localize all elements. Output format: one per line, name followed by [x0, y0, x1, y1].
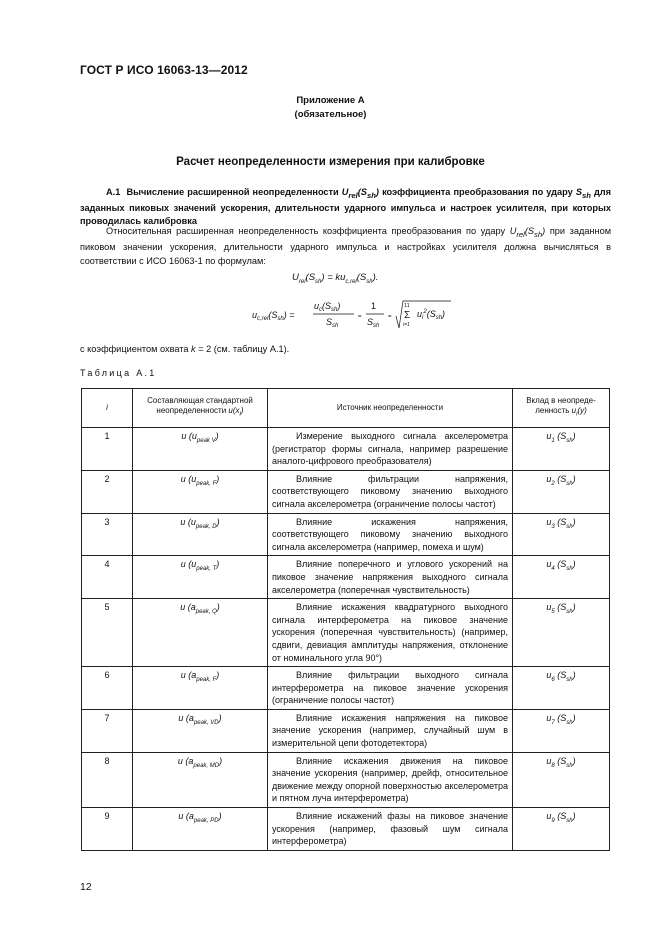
uncertainty-table	[81, 388, 610, 851]
row-index: 7	[82, 709, 133, 752]
row-source: Влияние поперечного и углового ускорений на пиковое значение напряжения выходного сигнала акселерометра (поперечная чувствительность)	[268, 556, 513, 599]
clause-text-1: Вычисление расширенной неопределенности	[126, 187, 339, 197]
row-contribution: $u_6$ $(S_{sh})$	[513, 667, 610, 710]
clause-number: А.1	[106, 187, 121, 197]
annex-subtitle: (обязательное)	[294, 109, 367, 120]
f1-lhs-arg: (S	[305, 272, 316, 283]
body-paragraph	[80, 225, 611, 268]
body-text-2: при заданном пиковом значении ускорения, длительности ударного импульса и настройках усилителя должна вычисляться в соответствии с ИСО 16063-1 по формулам:	[80, 226, 612, 266]
clause-s2: S	[575, 187, 582, 197]
row-component: u $(a_{peak, PD})$	[133, 808, 268, 851]
row-index: 2	[82, 470, 133, 513]
formula-expanded-uncertainty	[292, 272, 378, 285]
section-title: Расчет неопределенности измерения при калибровке	[176, 156, 485, 168]
body-symbol-sub: rel	[516, 229, 525, 239]
row-source: Влияние искажения квадратурного выходного сигнала интерферометра на пиковое значение ускорения (поперечная чувствительность) (например, сдвиги, девиация амплитуды напряжения, отклонение от номинального угла 90°)	[268, 599, 513, 667]
f2-eq2: =	[388, 314, 392, 320]
body-symbol: U	[509, 226, 517, 236]
f1-lhs-sub: rel	[298, 278, 306, 285]
row-contribution: $u_4$ $(S_{sh})$	[513, 556, 610, 599]
row-component: u $(a_{peak, F})$	[133, 667, 268, 710]
clause-text-2: коэффициента преобразования по удару	[382, 187, 573, 197]
coverage-text-2: = 2 (см. таблицу А.1).	[198, 344, 290, 354]
table-row	[82, 428, 610, 471]
f1-rhs-arg-sub: sh	[366, 278, 373, 285]
row-source: Влияние фильтрации напряжения, соответствующего пиковому значению выходного сигнала акселерометра (ограничение полосы частот)	[268, 470, 513, 513]
table-caption: Таблица А.1	[80, 368, 157, 378]
row-contribution: $u_2$ $(S_{sh})$	[513, 470, 610, 513]
body-arg: (S	[524, 226, 535, 236]
table-row	[82, 808, 610, 851]
row-contribution: $u_8$ $(S_{sh})$	[513, 752, 610, 807]
header-i: i	[82, 389, 133, 428]
row-source: Влияние искажения напряжения, соответствующего пиковому значению выходного сигнала акселерометра (например, помеха и шум)	[268, 513, 513, 556]
f2-lhs: $u_{c,rel}(S_{sh})$ =	[252, 310, 295, 322]
row-component: u $(u_{peak, T})$	[133, 556, 268, 599]
table-row	[82, 752, 610, 807]
row-index: 6	[82, 667, 133, 710]
row-source: Влияние искажения движения на пиковое значение ускорения (например, дрейф, относительное движение между опорной поверхностью акселерометра и пятном луча интерферометра)	[268, 752, 513, 807]
coverage-k: k	[191, 344, 196, 354]
table-row	[82, 556, 610, 599]
sum-top: 11	[404, 303, 410, 309]
row-component: u $(u_{peak, D})$	[133, 513, 268, 556]
sum-sign: Σ	[404, 310, 411, 321]
clause-arg-sub: sh	[366, 190, 376, 200]
row-component: u $(a_{peak, VD})$	[133, 709, 268, 752]
f2-frac1-num: $u_c(S_{sh})$	[314, 301, 341, 313]
row-index: 9	[82, 808, 133, 851]
clause-symbol-sub: rel	[348, 190, 358, 200]
table-row	[82, 470, 610, 513]
row-component: u $(a_{peak, MD})$	[133, 752, 268, 807]
coverage-text-1: с коэффициентом охвата	[80, 344, 189, 354]
f1-mid: ) = ku	[321, 272, 346, 283]
row-index: 3	[82, 513, 133, 556]
table-row	[82, 667, 610, 710]
header-component: Составляющая стандартной неопределенности $u(x_i)$	[133, 389, 268, 428]
row-contribution: $u_9$ $(S_{sh})$	[513, 808, 610, 851]
row-contribution: $u_7$ $(S_{sh})$	[513, 709, 610, 752]
f2-frac2-num: 1	[371, 301, 377, 311]
header-source: Источник неопределенности	[268, 389, 513, 428]
f2-frac2-den: $S_{sh}$	[367, 317, 380, 329]
row-component: u $(a_{peak, Q})$	[133, 599, 268, 667]
clause-a1	[80, 186, 611, 227]
row-source: Измерение выходного сигнала акселерометра (регистратор формы сигнала, например разрешение аналого-цифрового преобразователя)	[268, 428, 513, 471]
body-arg-sub: sh	[534, 229, 543, 239]
f1-lhs: U	[292, 272, 299, 283]
body-text-1: Относительная расширенная неопределенность коэффициента преобразования по удару	[106, 226, 506, 236]
row-index: 4	[82, 556, 133, 599]
document-code: ГОСТ Р ИСО 16063-13—2012	[80, 63, 248, 77]
row-contribution: $u_3$ $(S_{sh})$	[513, 513, 610, 556]
header-contribution: Вклад в неопреде-ленность $u_i(y)$	[513, 389, 610, 428]
table-row	[82, 709, 610, 752]
page-number: 12	[80, 881, 92, 893]
clause-text-3: для заданных пиковых значений ускорения, длительности ударного импульса и настроек усилителя, при которых проводилась калибровка	[80, 187, 611, 226]
f1-lhs-arg-sub: sh	[315, 278, 322, 285]
row-source: Влияние искажений фазы на пиковое значение ускорения (например, фазовый шум сигнала интерферометра)	[268, 808, 513, 851]
annex-title: Приложение А	[296, 95, 365, 106]
row-component: u $(u_{peak, F})$	[133, 470, 268, 513]
f1-mid-sub: c,rel	[345, 278, 357, 285]
table-row	[82, 599, 610, 667]
clause-s2-sub: sh	[581, 190, 591, 200]
row-index: 1	[82, 428, 133, 471]
clause-symbol: U	[341, 187, 349, 197]
f2-eq1: =	[358, 314, 362, 320]
row-source: Влияние фильтрации выходного сигнала интерферометра на пиковое значение ускорения (ограничение полосы частот)	[268, 667, 513, 710]
row-component: u $(u_{peak V})$	[133, 428, 268, 471]
clause-arg-close: )	[375, 187, 379, 197]
sum-bottom: i=1	[403, 322, 410, 328]
f1-rhs-arg: (S	[356, 272, 367, 283]
clause-arg: (S	[357, 187, 367, 197]
body-arg-close: )	[542, 226, 546, 236]
row-source: Влияние искажения напряжения на пиковое значение ускорения (например, случайный шум в измерительной цепи фотодетектора)	[268, 709, 513, 752]
row-contribution: $u_5$ $(S_{sh})$	[513, 599, 610, 667]
table-header-row	[82, 389, 610, 428]
f1-end: ).	[372, 272, 379, 283]
f2-frac1-den: $S_{sh}$	[326, 317, 339, 329]
coverage-note	[80, 344, 289, 354]
row-contribution: $u_1$ $(S_{sh})$	[513, 428, 610, 471]
formula-combined-uncertainty	[252, 298, 452, 332]
f2-term: $u_i^2(S_{sh})$	[417, 309, 446, 321]
table-row	[82, 513, 610, 556]
row-index: 5	[82, 599, 133, 667]
row-index: 8	[82, 752, 133, 807]
